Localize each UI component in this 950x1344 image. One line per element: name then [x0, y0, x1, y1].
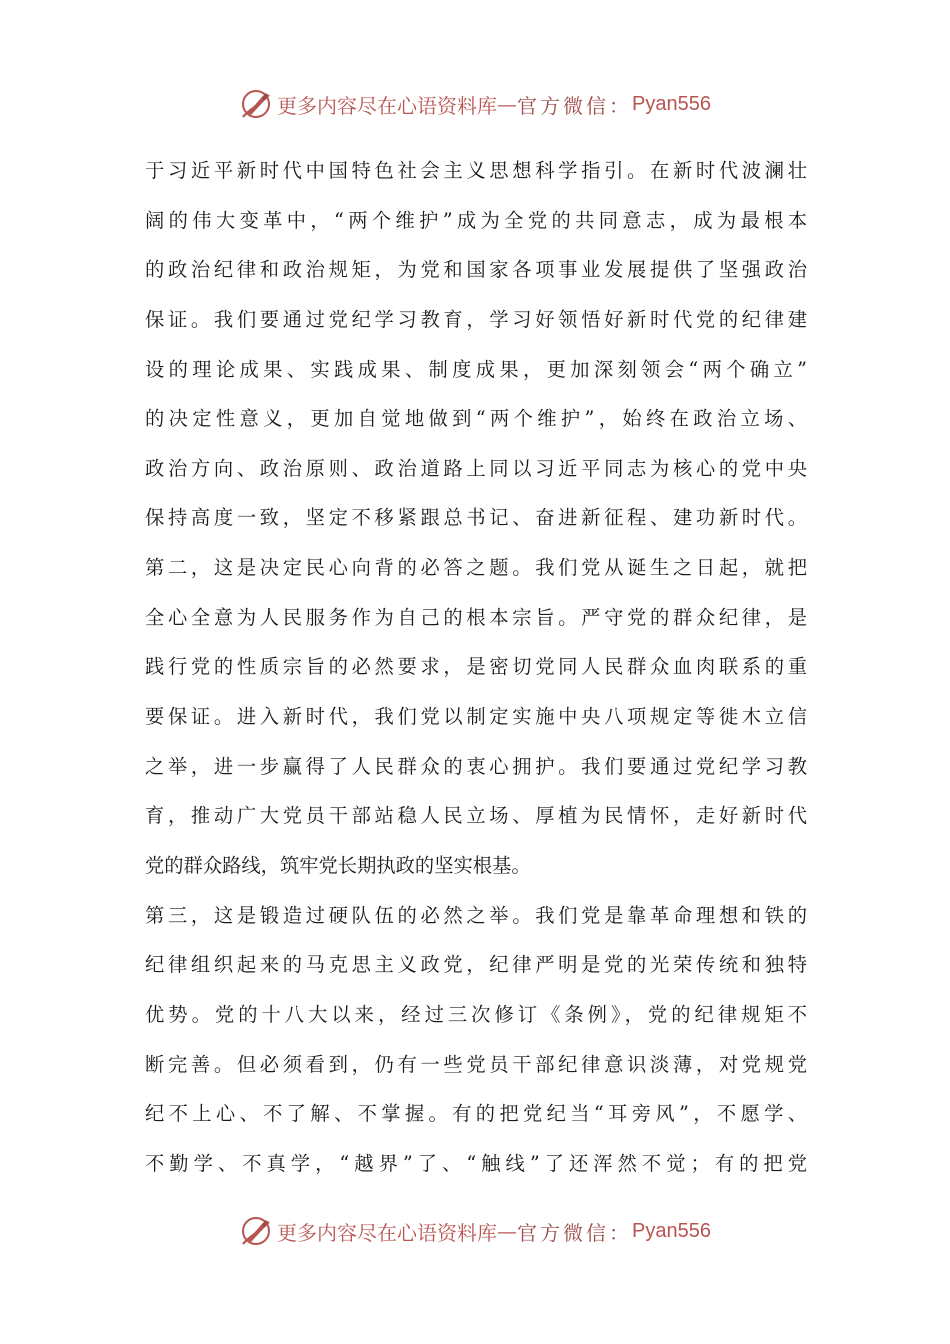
text-line: 优势。党的十八大以来，经过三次修订《条例》，党的纪律规矩不: [145, 1002, 807, 1026]
banner-wechat-id: Pyan556: [632, 92, 711, 115]
banner-title: 更多内容尽在心语资料库: [277, 1220, 498, 1245]
text-line: 保证。我们要通过党纪学习教育，学习好领悟好新时代党的纪律建: [145, 307, 807, 331]
document-body: [145, 146, 807, 1188]
banner-dash: —: [497, 1219, 518, 1243]
text-line: 的政治纪律和政治规矩，为党和国家各项事业发展提供了坚强政治: [145, 258, 807, 282]
pen-logo-icon: [239, 87, 273, 121]
text-line: 践行党的性质宗旨的必然要求，是密切党同人民群众血肉联系的重: [145, 655, 807, 679]
banner-title: 更多内容尽在心语资料库: [277, 93, 498, 118]
text-line: 设的理论成果、实践成果、制度成果，更加深刻领会“两个确立”: [145, 357, 807, 381]
text-line: 保持高度一致，坚定不移紧跟总书记、奋进新征程、建功新时代。: [145, 506, 807, 530]
text-line: 不勤学、不真学，“越界”了、“触线”了还浑然不觉；有的把党: [145, 1151, 807, 1175]
text-line: 纪不上心、不了解、不掌握。有的把党纪当“耳旁风”，不愿学、: [145, 1102, 807, 1126]
text-line: 第三，这是锻造过硬队伍的必然之举。我们党是靠革命理想和铁的: [145, 903, 807, 927]
text-line: 要保证。进入新时代，我们党以制定实施中央八项规定等徙木立信: [145, 705, 807, 729]
text-line: 第二，这是决定民心向背的必答之题。我们党从诞生之日起，就把: [145, 556, 807, 580]
text-line: 育，推动广大党员干部站稳人民立场、厚植为民情怀，走好新时代: [145, 804, 807, 828]
text-line: 阔的伟大变革中，“两个维护”成为全党的共同意志，成为最根本: [145, 208, 807, 232]
text-line: 党的群众路线，筑牢党长期执政的坚实根基。: [145, 853, 531, 877]
text-line: 断完善。但必须看到，仍有一些党员干部纪律意识淡薄，对党规党: [145, 1052, 807, 1076]
text-line: 政治方向、政治原则、政治道路上同以习近平同志为核心的党中央: [145, 456, 807, 480]
text-line: 之举，进一步赢得了人民群众的衷心拥护。我们要通过党纪学习教: [145, 754, 807, 778]
text-line: 于习近平新时代中国特色社会主义思想科学指引。在新时代波澜壮: [145, 159, 807, 182]
footer-banner: [0, 1211, 950, 1251]
text-line: 纪律组织起来的马克思主义政党，纪律严明是党的光荣传统和独特: [145, 953, 807, 977]
text-line: 全心全意为人民服务作为自己的根本宗旨。严守党的群众纪律，是: [145, 605, 807, 629]
banner-wechat-label: 官方微信：: [517, 1220, 633, 1245]
pen-logo-icon: [239, 1214, 273, 1248]
banner-dash: —: [497, 92, 518, 116]
header-banner: [0, 84, 950, 124]
banner-wechat-id: Pyan556: [632, 1219, 711, 1242]
banner-wechat-label: 官方微信：: [517, 93, 633, 118]
text-line: 的决定性意义，更加自觉地做到“两个维护”，始终在政治立场、: [145, 407, 807, 431]
